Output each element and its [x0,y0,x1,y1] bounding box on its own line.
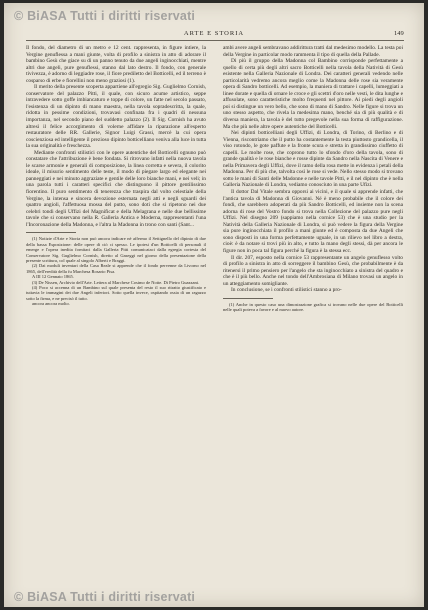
running-title: ARTE E STORIA [183,30,245,37]
footnote: A III 12 Gennaio 1865. [32,274,74,280]
footnote: (2) Dai moduli inventari della Casa Reale si apprende che il fondo pervenne da Livorno nel 1865, dell'eredità della fu Marchesa Rosario Pisa. [26,263,206,274]
page-number: 149 [394,30,404,37]
footnote: (4) Poco si accenna di un Bambino sul quale presenta del resto il suo ritratto giustificato e tuttavia le immagini dei due Angeli inferiori. Sotto quella invece, ospitando ossia di un ragazzo sotto la firma, e ne precisò il tutto. [26,284,206,301]
footnote: (1) Notizie d'Arte e Storia non può ancora indicare nè affermo il Settignello del dipinto di due della bassa Esposizione: delle opere di ciò ci spesso. Le ipotesi d'un Botticelli di personali il emerge e l'opera inedita fornitaci dalla Galleria Pitti comunicataci dalla egregia cortesia del Conservatore Sig. Guglielmo Cornish, diretto al Gaseggi nel giorno della presentazione della presente scrittura, col quale al singolo Alberti e Braggi. [26,236,206,263]
paragraph: Il fondo, del diametro di un metro e 12 cent. rappresenta, in figure intiere, la Vergine genuflessa a mani giunte, volta di profilo a sinistra in atto di adorare il bambino Gesù che giace su di un panno tenuto da due angeli inginocchiati, mentre altri due angeli, pure genuflessi, stanno dal lato destro. Il fondo, con generale tivivezza, è adorno di leggiadre rose, il fiore prediletto del Botticelli, ed il terreno è cosparso di erbe e fiorellini non meno graziosi (1). [26,45,206,84]
watermark-top: © BiASA Tutti i diritti riservati [14,9,196,23]
header-rule [26,40,404,41]
footnote-rule [26,232,76,233]
footnote: (3) De Nissen, Archivio dell'Arte. Lettera al Marchese Cosimo de Notte. Di Pietro Guazzani. [32,279,200,285]
paragraph: In conclusione, se i confronti stilistici stanno a pro- [231,287,342,294]
paragraph: Nei dipinti botticelliani degli Uffizi, di Londra, di Torino, di Berlino e di Vienna, riscontriamo che il putto ha costantemente la testa piuttosto grandicella, il viso rotondo, le gote paffute e la fronte scura e stretta in grandissimo ciuffetto di capelli. Le molte rose, che coprono tutto lo sfondo d'oro della tavola, sono di grande qualità e le rose bianche e rosse dipinte da Sandro nella Nascita di Venere e nella Primavera degli Uffizi, dove il ramo della rosa mette in evidenza i petali della Madonna. Per di più che, talvolta così le rose si vede. Nello stesso modo si trovano sotto le mani di Santi delle Madonne e nelle tavole Pitti, e il nel dipinto che è nella Galleria Nazionale di Londra, vediamo conosciuto in una parte Ufizi. [223,130,403,189]
paragraph: Il dottor Dal Vitale sembra opporsi ai vicini, e il quale si apprende infatti, che l'antica tavola di Madonna di Giovanni. Né è meno probabile che il colore dei fondi, che sarebbero adoperati da più Sandro Botticelli, ed insieme non la scena adorna di rose del Vostro fondo si trova nella Collezione del palazzo pure negli Uffizi. Nel disegno 209 (sappiamo nella cornice 53) che è una studio per la Natività della Galleria Nazionale di Londra, si può vedere la figura della Vergine sia pure inginocchiata il profilo a mani giunte ed è composta da due Angeli che sono disposti in una forma perfettamente uguale, in un rilievo nel libro a destra, cioè: è da notare si trovi più in alto, e tutto la mano degli stessi, dà per ancora le figure non in poca tal figura perché la figura è la stessa ecc. [223,189,403,254]
footnote-rule [223,298,273,299]
document-page [4,3,424,607]
paragraph: Il merito della presente scoperta appartiene all'egregio Sig. Guglielmo Cornish, conservatore del palazzo Pitti, il quale, con sicuro acume artistico, seppe intravedere sotto goffe imbiancaturo e toppe di colore, un fatte nel secolo passato, l'esistenza di un dipinto di mano maestra, nella tavola sopradescritta, la quale, ridotta in pessime condizioni, trovavasi confinata fra i quadri di nessuna importanza, nel secondo piano del suddetto palazzo (2). Il Sig. Cornish ha avuto altresì il felice accorgimento di volerne affidare la riparazione all'esperto restauratore delle RR. Gallerie, Signor Luigi Grassi, mercè la cui opera coscienziosa ed intelligente il prezioso dipinto botticelliano veniva alla luce in tutta la sua originalità e freschezza. [26,84,206,150]
paragraph: Mediante confronti stilistici con le opere autentiche del Botticelli ognuno può constatare che l'attribuzione è bene fondata. Si ritrovano infatti nella nuova tavola le scarse armonie e generali di composizione, la linea corretta e severa, il colorito ideale, il misurio sentimento delle teste, il modo di piegare largo ed elegante nei panneggiati e nei minuto aggraziate e gentile delle loro bianche mani, e nei veli; in una parola tutti i caratteri specifici che distinguono il pittore gentilissimo fiorentino. Il puro sentimento di tenerezza che traspira dal volto celestiale della Vergine, la intensa e sincera devozione esternata negli atti e negli sguardi dei quattro angioli, l'affettuosa mossa del putto, sono doti che si ripetono nei due celebri tondi degli Uffizi del Magnificat e della Melagrana e nelle due bellissime tavole che si conservano nella R. Galleria Antica e Moderna, rappresentanti l'una l'Incoronazione della Madonna, e l'altra la Madonna in trono con santi (Sant... [26,149,206,228]
paragraph: Di più il gruppo della Madonna col Bambino corrisponde perfettamente a quello di certa più degli altri sacro Botticelli nella tavola della Natività di Gesù esistente nella Galleria Nazionale di Londra. Dei caratteri generali vedendo nelle particolarità vedremo ancora meglio come la Madonna delle rose sia veramente opera di Sandro botticelli. Ad esempio, la maniera di trattare i capelli, lumeggiati a linee dorate e quella di ornare le croce e gli scettri d'oro nelle vesti, le dita lunghe e affusolate, sono caratteristiche molto frequenti nel pittore. Ai piedi degli angioli poi si distingue un vero bello, che sono di mano di Sandro. Nelle figure si trova un uno stesso aspetto, che rivela la medesima mano, benché sia di più qualità e di diversa maniera, la tavola è del tutto pregevole nella sua forma di raffigurazione. Ma che più nelle altre opere autentiche del Botticelli. [223,58,403,130]
paragraph: Il dir. 207, esposto nella cornice 53 rappresentante un angelo genuflesso volto di profilo a sinistra in atto di sorreggere il bambino Gesù, che probabilmente è da ritenersi il primo pensiero per l'angelo che sta inginocchiato a sinistra del quadro e che è il più bello. Anche nel tondo dell'Ambrosiana di Milano trovasi un angelo in un atteggiamento somigliante. [223,254,403,287]
footnote: ancora ancora molto. [32,301,70,307]
footnote: (1) Anche in questo caso una dimostrazione grafica si trovano nelle due opere del Botticelli nelle quali poteva a favore e al nuovo autore. [223,301,403,313]
watermark-bottom: © BiASA Tutti i diritti riservati [14,590,196,604]
paragraph: ambi avere angeli sembravano addirittura tratti dal medesimo modello. La testa poi della Vergine in particolar modo rammenta il tipo di quella della Pallade. [223,45,403,58]
left-column [26,45,206,307]
right-column [223,45,403,313]
